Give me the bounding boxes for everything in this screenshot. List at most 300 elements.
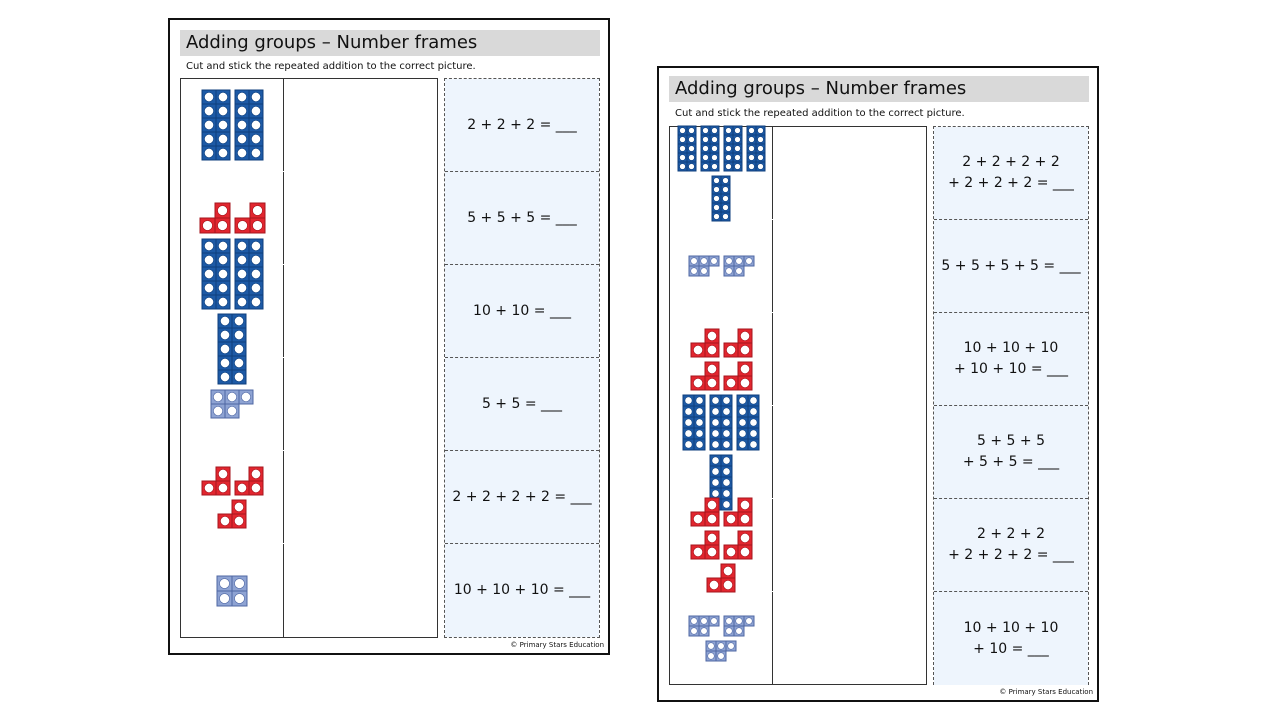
frame-hole <box>702 163 708 169</box>
picture-grid <box>180 78 438 638</box>
frame-group <box>674 615 768 662</box>
frame-hole <box>220 593 230 603</box>
addition-expression: 5 + 5 = ___ <box>481 395 563 412</box>
number-frame-picture <box>670 499 772 591</box>
frame-hole <box>204 297 213 306</box>
frame-hole <box>725 154 731 160</box>
number-frame-picture <box>670 592 772 685</box>
frame-hole <box>725 163 731 169</box>
frame-hole <box>735 628 742 635</box>
frame-hole <box>220 330 229 339</box>
frame-hole <box>710 618 717 625</box>
frame-hole <box>234 316 243 325</box>
addition-card[interactable] <box>934 406 1088 499</box>
frame-group <box>185 389 279 419</box>
frame-hole <box>217 206 227 216</box>
frame-hole <box>712 429 719 436</box>
frame-hole <box>204 283 213 292</box>
frame-hole <box>702 127 708 133</box>
frame-hole <box>712 407 719 414</box>
frame-hole <box>707 547 716 556</box>
frame-hole <box>707 378 716 387</box>
number-frame-ten <box>723 125 743 172</box>
addition-card[interactable] <box>445 79 599 172</box>
frame-hole <box>237 92 246 101</box>
frame-group <box>688 328 754 391</box>
addition-expression: 2 + 2 + 2 + 2 + 2 + 2 + 2 = ___ <box>948 154 1074 191</box>
number-frame-three <box>217 499 247 529</box>
frame-hole <box>696 429 703 436</box>
copyright: © Primary Stars Education <box>999 688 1093 696</box>
frame-hole <box>237 120 246 129</box>
frame-hole <box>707 500 716 509</box>
frame-hole <box>204 255 213 264</box>
frame-hole <box>740 378 749 387</box>
frame-hole <box>725 618 732 625</box>
frame-hole <box>251 297 260 306</box>
frame-hole <box>714 204 720 210</box>
frame-hole <box>688 136 694 142</box>
frame-hole <box>204 92 213 101</box>
picture-cell <box>670 127 773 219</box>
frame-hole <box>723 204 729 210</box>
frame-hole <box>757 127 763 133</box>
addition-expression: 10 + 10 + 10 + 10 = ___ <box>963 619 1059 657</box>
frame-hole <box>707 533 716 542</box>
frame-hole <box>218 148 227 157</box>
frame-hole <box>251 269 260 278</box>
frame-group <box>185 466 279 529</box>
number-frame-three <box>723 530 753 560</box>
number-frame-three <box>199 202 231 234</box>
copyright: © Primary Stars Education <box>510 641 604 649</box>
addition-expression: 5 + 5 + 5 + 5 = ___ <box>941 257 1081 274</box>
frame-hole <box>711 127 717 133</box>
frame-hole <box>213 392 222 401</box>
frame-hole <box>218 106 227 115</box>
addition-expression: 2 + 2 + 2 + 2 = ___ <box>452 488 592 505</box>
frame-hole <box>241 392 250 401</box>
number-frame-ten <box>677 125 697 172</box>
frame-hole <box>745 618 752 625</box>
frame-hole <box>723 456 730 463</box>
frame-hole <box>252 206 262 216</box>
frame-hole <box>218 241 227 250</box>
frame-hole <box>693 547 702 556</box>
frame-hole <box>237 269 246 278</box>
frame-hole <box>685 407 692 414</box>
frame-hole <box>757 145 763 151</box>
frame-hole <box>702 136 708 142</box>
frame-hole <box>204 134 213 143</box>
frame-hole <box>739 440 746 447</box>
frame-hole <box>725 628 732 635</box>
addition-expression: 10 + 10 + 10 = ___ <box>453 582 591 598</box>
cut-out-cards <box>444 78 600 638</box>
frame-hole <box>237 297 246 306</box>
picture-cell <box>181 358 284 450</box>
frame-hole <box>723 478 730 485</box>
frame-hole <box>734 127 740 133</box>
frame-hole <box>688 145 694 151</box>
cut-out-cards <box>933 126 1089 685</box>
frame-hole <box>735 618 742 625</box>
frame-hole <box>739 396 746 403</box>
number-frame-five <box>688 255 720 277</box>
worksheet-title: Adding groups – Number frames <box>180 30 600 56</box>
frame-hole <box>707 345 716 354</box>
frame-group <box>686 255 756 277</box>
addition-card[interactable] <box>445 358 599 451</box>
frame-hole <box>735 268 742 275</box>
frame-hole <box>750 407 757 414</box>
number-frame-three <box>690 328 720 358</box>
picture-cell <box>181 544 284 637</box>
number-frame-picture <box>670 313 772 405</box>
number-frame-five <box>723 255 755 277</box>
frame-hole <box>725 127 731 133</box>
frame-hole <box>707 514 716 523</box>
addition-card[interactable] <box>445 451 599 544</box>
frame-hole <box>251 283 260 292</box>
number-frame-three <box>690 361 720 391</box>
frame-hole <box>204 269 213 278</box>
frame-hole <box>734 163 740 169</box>
frame-group <box>674 394 768 511</box>
frame-hole <box>235 578 245 588</box>
frame-hole <box>237 106 246 115</box>
frame-hole <box>748 163 754 169</box>
number-frame-five <box>705 640 737 662</box>
worksheet-title: Adding groups – Number frames <box>669 76 1089 102</box>
frame-hole <box>220 316 229 325</box>
frame-hole <box>227 406 236 415</box>
frame-hole <box>711 163 717 169</box>
number-frame-five <box>210 389 254 419</box>
frame-hole <box>714 213 720 219</box>
frame-hole <box>718 643 725 650</box>
frame-hole <box>750 440 757 447</box>
frame-hole <box>723 213 729 219</box>
picture-cell <box>181 79 284 171</box>
frame-hole <box>252 221 262 231</box>
frame-hole <box>204 106 213 115</box>
addition-expression: 5 + 5 + 5 + 5 + 5 = ___ <box>962 433 1060 470</box>
frame-hole <box>679 145 685 151</box>
frame-hole <box>740 514 749 523</box>
frame-hole <box>718 653 725 660</box>
addition-expression: 2 + 2 + 2 + 2 + 2 + 2 = ___ <box>948 526 1074 563</box>
worksheet-instruction: Cut and stick the repeated addition to the correct picture. <box>675 108 965 119</box>
frame-hole <box>748 127 754 133</box>
frame-hole <box>218 134 227 143</box>
frame-hole <box>723 177 729 183</box>
number-frame-three <box>706 563 736 593</box>
frame-group <box>185 575 279 607</box>
frame-hole <box>712 456 719 463</box>
frame-hole <box>708 653 715 660</box>
frame-hole <box>693 345 702 354</box>
frame-hole <box>220 578 230 588</box>
frame-hole <box>725 258 732 265</box>
worksheet-2 <box>657 66 1099 702</box>
frame-hole <box>690 268 697 275</box>
frame-hole <box>723 429 730 436</box>
addition-card[interactable] <box>445 265 599 358</box>
addition-expression: 10 + 10 + 10 + 10 + 10 = ___ <box>953 340 1069 377</box>
frame-hole <box>696 396 703 403</box>
addition-card[interactable] <box>445 172 599 265</box>
number-frame-picture <box>181 451 283 543</box>
number-frame-ten <box>746 125 766 172</box>
frame-hole <box>218 483 227 492</box>
frame-hole <box>690 258 697 265</box>
frame-hole <box>202 221 212 231</box>
frame-hole <box>237 134 246 143</box>
frame-hole <box>725 268 732 275</box>
picture-cell <box>670 313 773 405</box>
frame-hole <box>748 154 754 160</box>
number-frame-picture <box>181 79 283 171</box>
frame-hole <box>237 221 247 231</box>
frame-hole <box>237 255 246 264</box>
addition-expression: 2 + 2 + 2 = ___ <box>467 116 577 133</box>
frame-hole <box>712 396 719 403</box>
frame-hole <box>723 407 730 414</box>
frame-hole <box>218 255 227 264</box>
frame-hole <box>757 154 763 160</box>
worksheet-1 <box>168 18 610 655</box>
frame-hole <box>723 418 730 425</box>
frame-hole <box>218 120 227 129</box>
frame-hole <box>748 136 754 142</box>
frame-group <box>674 497 768 593</box>
frame-hole <box>735 258 742 265</box>
frame-hole <box>700 268 707 275</box>
frame-hole <box>237 148 246 157</box>
frame-hole <box>679 127 685 133</box>
frame-hole <box>237 241 246 250</box>
frame-hole <box>726 514 735 523</box>
frame-hole <box>700 258 707 265</box>
frame-hole <box>712 478 719 485</box>
frame-hole <box>204 241 213 250</box>
picture-cell <box>670 592 773 685</box>
addition-expression: 10 + 10 = ___ <box>473 302 571 319</box>
number-frame-three <box>723 497 753 527</box>
frame-hole <box>757 163 763 169</box>
number-frame-three <box>723 361 753 391</box>
number-frame-ten <box>682 394 706 451</box>
frame-hole <box>707 331 716 340</box>
number-frame-ten <box>711 175 731 222</box>
frame-hole <box>237 483 246 492</box>
picture-grid <box>669 126 927 685</box>
frame-group <box>674 125 768 222</box>
frame-hole <box>757 136 763 142</box>
frame-group <box>197 202 267 234</box>
number-frame-three <box>690 497 720 527</box>
addition-card[interactable] <box>934 127 1088 220</box>
frame-hole <box>750 429 757 436</box>
frame-hole <box>739 418 746 425</box>
frame-hole <box>740 547 749 556</box>
frame-hole <box>723 489 730 496</box>
frame-hole <box>690 628 697 635</box>
frame-hole <box>217 221 227 231</box>
frame-hole <box>709 580 718 589</box>
frame-hole <box>204 483 213 492</box>
frame-hole <box>723 396 730 403</box>
number-frame-picture <box>670 406 772 498</box>
frame-hole <box>235 593 245 603</box>
number-frame-picture <box>181 358 283 450</box>
frame-hole <box>218 92 227 101</box>
frame-hole <box>740 345 749 354</box>
number-frame-ten <box>234 238 264 310</box>
picture-cell <box>670 406 773 498</box>
number-frame-three <box>234 466 264 496</box>
frame-hole <box>740 331 749 340</box>
frame-hole <box>711 136 717 142</box>
picture-cell <box>181 265 284 357</box>
frame-hole <box>723 195 729 201</box>
picture-cell <box>670 220 773 312</box>
frame-hole <box>750 418 757 425</box>
frame-hole <box>218 469 227 478</box>
number-frame-ten <box>234 89 264 161</box>
frame-hole <box>714 186 720 192</box>
frame-hole <box>220 344 229 353</box>
frame-hole <box>725 145 731 151</box>
frame-hole <box>693 514 702 523</box>
frame-hole <box>213 406 222 415</box>
frame-hole <box>227 392 236 401</box>
frame-hole <box>218 269 227 278</box>
frame-hole <box>218 283 227 292</box>
frame-hole <box>251 148 260 157</box>
number-frame-picture <box>670 127 772 219</box>
frame-hole <box>218 297 227 306</box>
frame-hole <box>700 618 707 625</box>
frame-hole <box>734 145 740 151</box>
frame-hole <box>688 154 694 160</box>
frame-hole <box>707 364 716 373</box>
number-frame-three <box>723 328 753 358</box>
picture-cell <box>670 499 773 591</box>
number-frame-ten <box>201 89 231 161</box>
frame-hole <box>711 154 717 160</box>
frame-hole <box>696 407 703 414</box>
addition-card[interactable] <box>934 592 1088 685</box>
frame-hole <box>234 502 243 511</box>
frame-hole <box>679 154 685 160</box>
frame-hole <box>712 440 719 447</box>
frame-hole <box>723 580 732 589</box>
frame-hole <box>740 500 749 509</box>
number-frame-picture <box>181 265 283 357</box>
addition-card[interactable] <box>934 220 1088 313</box>
number-frame-ten <box>736 394 760 451</box>
number-frame-ten <box>700 125 720 172</box>
frame-hole <box>739 407 746 414</box>
frame-hole <box>723 467 730 474</box>
frame-hole <box>685 429 692 436</box>
frame-hole <box>734 154 740 160</box>
frame-hole <box>745 258 752 265</box>
frame-group <box>199 89 265 161</box>
frame-hole <box>723 566 732 575</box>
frame-hole <box>726 378 735 387</box>
frame-hole <box>712 467 719 474</box>
frame-hole <box>690 618 697 625</box>
frame-hole <box>693 378 702 387</box>
frame-hole <box>685 418 692 425</box>
frame-hole <box>685 440 692 447</box>
frame-hole <box>739 429 746 436</box>
addition-card[interactable] <box>934 313 1088 406</box>
number-frame-ten <box>709 394 733 451</box>
frame-hole <box>740 364 749 373</box>
number-frame-three <box>690 530 720 560</box>
frame-hole <box>728 643 735 650</box>
frame-hole <box>726 547 735 556</box>
frame-hole <box>750 396 757 403</box>
frame-hole <box>740 533 749 542</box>
number-frame-ten <box>201 238 231 310</box>
frame-hole <box>237 283 246 292</box>
frame-hole <box>723 186 729 192</box>
frame-hole <box>251 134 260 143</box>
frame-hole <box>679 163 685 169</box>
addition-expression: 5 + 5 + 5 = ___ <box>467 209 577 226</box>
frame-hole <box>702 154 708 160</box>
frame-hole <box>714 195 720 201</box>
frame-hole <box>251 92 260 101</box>
frame-hole <box>725 136 731 142</box>
frame-hole <box>234 344 243 353</box>
frame-hole <box>710 258 717 265</box>
frame-hole <box>712 489 719 496</box>
frame-hole <box>685 396 692 403</box>
frame-hole <box>251 483 260 492</box>
frame-hole <box>696 418 703 425</box>
frame-hole <box>234 330 243 339</box>
frame-hole <box>714 177 720 183</box>
picture-cell <box>181 451 284 543</box>
frame-hole <box>748 145 754 151</box>
frame-hole <box>702 145 708 151</box>
frame-hole <box>700 628 707 635</box>
number-frame-three <box>234 202 266 234</box>
frame-hole <box>696 440 703 447</box>
frame-hole <box>204 148 213 157</box>
number-frame-three <box>201 466 231 496</box>
frame-hole <box>726 345 735 354</box>
frame-hole <box>688 127 694 133</box>
frame-hole <box>204 120 213 129</box>
addition-card[interactable] <box>934 499 1088 592</box>
number-frame-eight <box>216 575 248 607</box>
frame-hole <box>234 516 243 525</box>
frame-hole <box>723 440 730 447</box>
frame-hole <box>251 469 260 478</box>
frame-hole <box>251 120 260 129</box>
addition-card[interactable] <box>445 544 599 637</box>
frame-hole <box>251 255 260 264</box>
frame-hole <box>734 136 740 142</box>
frame-hole <box>708 643 715 650</box>
